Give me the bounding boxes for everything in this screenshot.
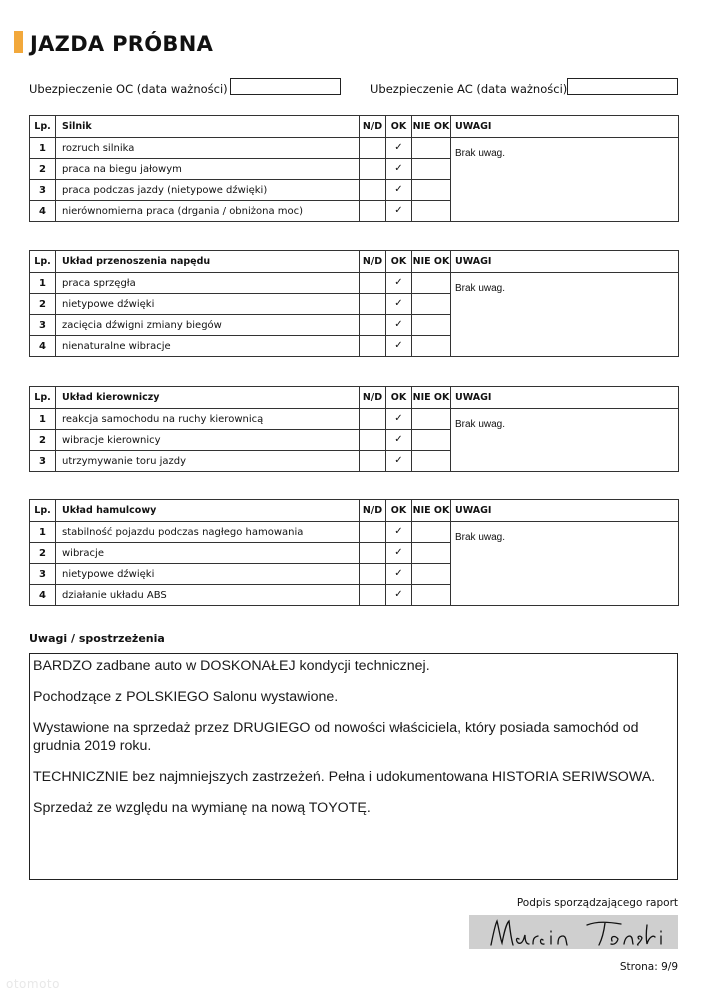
status-cell-ok[interactable]: [386, 273, 412, 294]
status-cell-ok[interactable]: [386, 315, 412, 336]
row-number: 1: [30, 409, 56, 430]
status-cell-nd[interactable]: [360, 201, 386, 222]
signature-label: Podpis sporządzającego raport: [516, 897, 678, 909]
status-cell-nd[interactable]: [360, 409, 386, 430]
ac-insurance-field[interactable]: [567, 78, 678, 95]
status-cell-ok[interactable]: [386, 543, 412, 564]
observation-paragraph: BARDZO zadbane auto w DOSKONAŁEJ kondycji technicznej.: [33, 658, 430, 674]
status-cell-nie-ok[interactable]: [412, 430, 451, 451]
status-cell-nd[interactable]: [360, 451, 386, 472]
status-cell-nd[interactable]: [360, 180, 386, 201]
row-number: 3: [30, 564, 56, 585]
column-header-lp: Lp.: [30, 387, 56, 409]
column-header-nd: N/D: [360, 251, 386, 273]
oc-insurance-field[interactable]: [230, 78, 341, 95]
status-cell-nie-ok[interactable]: [412, 409, 451, 430]
checkmark-icon: ✓: [394, 413, 403, 424]
remarks-cell: Brak uwag.: [451, 273, 679, 357]
column-header-ok: OK: [386, 500, 412, 522]
status-cell-nd[interactable]: [360, 564, 386, 585]
row-number: 4: [30, 201, 56, 222]
title-accent-bar: [14, 31, 23, 53]
status-cell-nd[interactable]: [360, 138, 386, 159]
checkmark-icon: ✓: [394, 455, 403, 466]
row-item-name: nierównomierna praca (drgania / obniżona moc): [56, 201, 360, 222]
table-row: [30, 138, 679, 159]
column-header-nie-ok: NIE OK: [412, 500, 451, 522]
table-row: [30, 522, 679, 543]
row-item-name: rozruch silnika: [56, 138, 360, 159]
watermark: otomoto: [6, 977, 60, 991]
table-row: [30, 273, 679, 294]
inspection-table: [29, 499, 679, 606]
row-item-name: zacięcia dźwigni zmiany biegów: [56, 315, 360, 336]
column-header-uwagi: UWAGI: [451, 116, 679, 138]
row-item-name: działanie układu ABS: [56, 585, 360, 606]
page-number: Strona: 9/9: [619, 961, 678, 973]
status-cell-ok[interactable]: [386, 138, 412, 159]
row-item-name: reakcja samochodu na ruchy kierownicą: [56, 409, 360, 430]
status-cell-nie-ok[interactable]: [412, 273, 451, 294]
row-number: 3: [30, 451, 56, 472]
status-cell-ok[interactable]: [386, 159, 412, 180]
status-cell-ok[interactable]: [386, 430, 412, 451]
observation-paragraph: Sprzedaż ze względu na wymianę na nową TOYOTĘ.: [33, 800, 371, 816]
checkmark-icon: ✓: [394, 319, 403, 330]
status-cell-nie-ok[interactable]: [412, 294, 451, 315]
row-number: 1: [30, 522, 56, 543]
ac-insurance-label: Ubezpieczenie AC (data ważności): [370, 82, 568, 96]
status-cell-ok[interactable]: [386, 451, 412, 472]
observations-box: [29, 653, 678, 880]
column-header-ok: OK: [386, 251, 412, 273]
inspection-table: [29, 386, 679, 472]
checkmark-icon: ✓: [394, 547, 403, 558]
column-header-ok: OK: [386, 116, 412, 138]
section-title: Układ kierowniczy: [56, 387, 360, 409]
observation-paragraph: Pochodzące z POLSKIEGO Salonu wystawione.: [33, 689, 339, 705]
row-number: 2: [30, 543, 56, 564]
checkmark-icon: ✓: [394, 205, 403, 216]
status-cell-nie-ok[interactable]: [412, 451, 451, 472]
status-cell-nie-ok[interactable]: [412, 585, 451, 606]
status-cell-nd[interactable]: [360, 273, 386, 294]
row-item-name: nienaturalne wibracje: [56, 336, 360, 357]
column-header-uwagi: UWAGI: [451, 500, 679, 522]
row-number: 2: [30, 159, 56, 180]
column-header-nd: N/D: [360, 387, 386, 409]
status-cell-nie-ok[interactable]: [412, 201, 451, 222]
column-header-nie-ok: NIE OK: [412, 387, 451, 409]
status-cell-ok[interactable]: [386, 585, 412, 606]
row-number: 3: [30, 315, 56, 336]
status-cell-nd[interactable]: [360, 315, 386, 336]
section-title: Układ przenoszenia napędu: [56, 251, 360, 273]
row-item-name: utrzymywanie toru jazdy: [56, 451, 360, 472]
column-header-uwagi: UWAGI: [451, 387, 679, 409]
column-header-nd: N/D: [360, 116, 386, 138]
column-header-lp: Lp.: [30, 251, 56, 273]
status-cell-ok[interactable]: [386, 180, 412, 201]
checkmark-icon: ✓: [394, 277, 403, 288]
status-cell-ok[interactable]: [386, 294, 412, 315]
remarks-cell: Brak uwag.: [451, 409, 679, 472]
oc-insurance-label: Ubezpieczenie OC (data ważności): [29, 82, 228, 96]
status-cell-nie-ok[interactable]: [412, 522, 451, 543]
column-header-lp: Lp.: [30, 500, 56, 522]
status-cell-ok[interactable]: [386, 201, 412, 222]
status-cell-nie-ok[interactable]: [412, 315, 451, 336]
status-cell-nie-ok[interactable]: [412, 336, 451, 357]
signature-image: [469, 915, 678, 949]
observations-label: Uwagi / spostrzeżenia: [29, 632, 165, 645]
row-item-name: praca sprzęgła: [56, 273, 360, 294]
row-item-name: nietypowe dźwięki: [56, 564, 360, 585]
status-cell-nie-ok[interactable]: [412, 138, 451, 159]
checkmark-icon: ✓: [394, 434, 403, 445]
status-cell-nd[interactable]: [360, 543, 386, 564]
checkmark-icon: ✓: [394, 184, 403, 195]
section-title: Układ hamulcowy: [56, 500, 360, 522]
checkmark-icon: ✓: [394, 589, 403, 600]
inspection-table: [29, 115, 679, 222]
row-number: 1: [30, 273, 56, 294]
row-number: 3: [30, 180, 56, 201]
checkmark-icon: ✓: [394, 163, 403, 174]
row-number: 1: [30, 138, 56, 159]
status-cell-nd[interactable]: [360, 585, 386, 606]
status-cell-nie-ok[interactable]: [412, 564, 451, 585]
page-title: JAZDA PRÓBNA: [30, 32, 214, 56]
row-item-name: praca podczas jazdy (nietypowe dźwięki): [56, 180, 360, 201]
checkmark-icon: ✓: [394, 298, 403, 309]
column-header-nd: N/D: [360, 500, 386, 522]
column-header-lp: Lp.: [30, 116, 56, 138]
checkmark-icon: ✓: [394, 526, 403, 537]
row-item-name: wibracje kierownicy: [56, 430, 360, 451]
status-cell-nd[interactable]: [360, 430, 386, 451]
status-cell-ok[interactable]: [386, 409, 412, 430]
column-header-ok: OK: [386, 387, 412, 409]
column-header-uwagi: UWAGI: [451, 251, 679, 273]
row-number: 4: [30, 336, 56, 357]
status-cell-nie-ok[interactable]: [412, 180, 451, 201]
status-cell-nd[interactable]: [360, 159, 386, 180]
checkmark-icon: ✓: [394, 340, 403, 351]
status-cell-nie-ok[interactable]: [412, 159, 451, 180]
observation-paragraph: Wystawione na sprzedaż przez DRUGIEGO od nowości właściciela, który posiada samochód od grudnia 2019 roku.: [33, 720, 639, 754]
status-cell-ok[interactable]: [386, 336, 412, 357]
status-cell-nie-ok[interactable]: [412, 543, 451, 564]
column-header-nie-ok: NIE OK: [412, 251, 451, 273]
checkmark-icon: ✓: [394, 142, 403, 153]
status-cell-nd[interactable]: [360, 294, 386, 315]
section-title: Silnik: [56, 116, 360, 138]
checkmark-icon: ✓: [394, 568, 403, 579]
row-item-name: stabilność pojazdu podczas nagłego hamowania: [56, 522, 360, 543]
row-number: 2: [30, 430, 56, 451]
status-cell-ok[interactable]: [386, 564, 412, 585]
status-cell-ok[interactable]: [386, 522, 412, 543]
row-item-name: praca na biegu jałowym: [56, 159, 360, 180]
observation-paragraph: TECHNICZNIE bez najmniejszych zastrzeżeń. Pełna i udokumentowana HISTORIA SERIWSOWA.: [33, 769, 656, 785]
inspection-table: [29, 250, 679, 357]
row-item-name: wibracje: [56, 543, 360, 564]
row-number: 4: [30, 585, 56, 606]
remarks-cell: Brak uwag.: [451, 138, 679, 222]
row-number: 2: [30, 294, 56, 315]
remarks-cell: Brak uwag.: [451, 522, 679, 606]
row-item-name: nietypowe dźwięki: [56, 294, 360, 315]
column-header-nie-ok: NIE OK: [412, 116, 451, 138]
status-cell-nd[interactable]: [360, 522, 386, 543]
table-row: [30, 409, 679, 430]
handwritten-signature: [469, 915, 678, 949]
status-cell-nd[interactable]: [360, 336, 386, 357]
